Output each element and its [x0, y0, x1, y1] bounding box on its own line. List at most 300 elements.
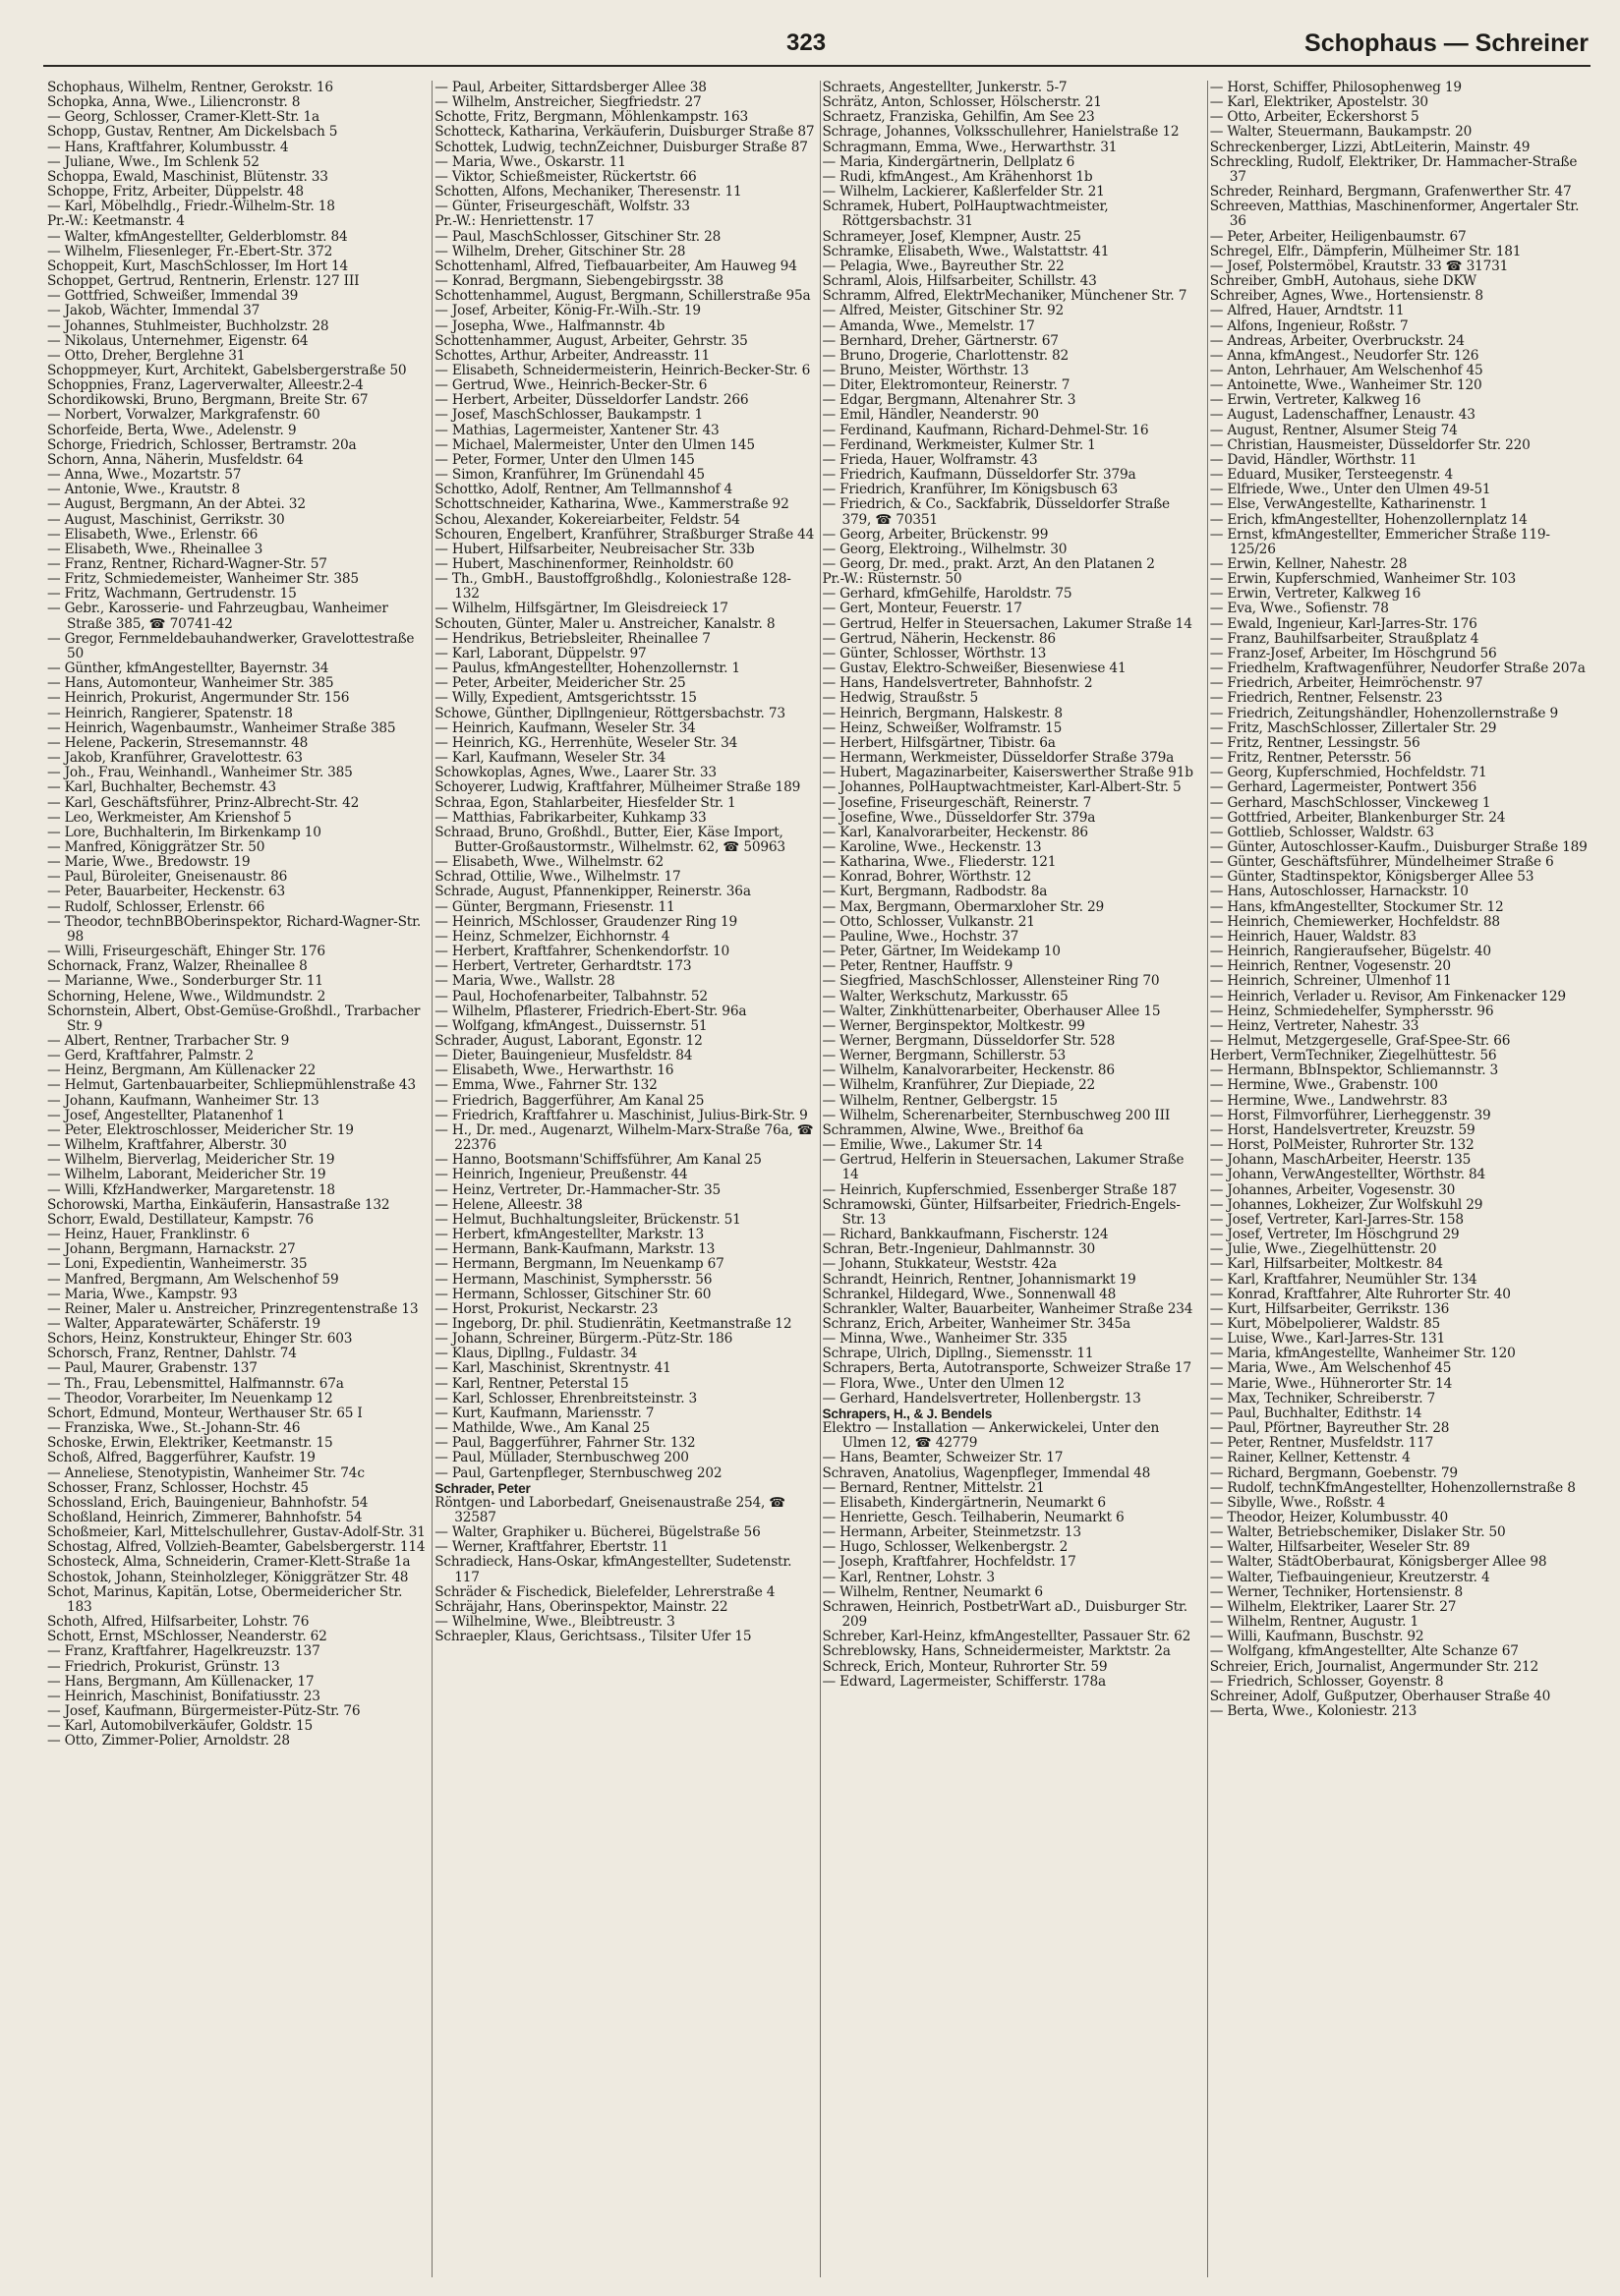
directory-entry: — Otto, Dreher, Berglehne 31	[47, 347, 246, 364]
directory-entry: — Eva, Wwe., Sofienstr. 78	[1209, 601, 1389, 617]
directory-entry: — Hedwig, Straußstr. 5	[822, 690, 979, 707]
directory-entry: — Edgar, Bergmann, Altenahrer Str. 3	[822, 392, 1076, 409]
directory-entry: — Paulus, kfmAngestellter, Hohenzollernstr. 1	[434, 660, 740, 677]
directory-entry: — Franz, Bauhilfsarbeiter, Straußplatz 4	[1209, 630, 1479, 647]
directory-entry: — Heinrich, Hauer, Waldstr. 83	[1209, 928, 1417, 945]
directory-entry: Schoppmeyer, Kurt, Architekt, Gabelsbergerstraße 50	[47, 362, 407, 378]
directory-entry: — Paul, Arbeiter, Sittardsberger Allee 38	[434, 81, 707, 95]
directory-entry: Schotteck, Katharina, Verkäuferin, Duisburger Straße 87	[434, 124, 815, 141]
directory-entry: — Helmut, Gartenbauarbeiter, Schliepmühlenstraße 43	[47, 1077, 416, 1094]
directory-entry: — Luise, Wwe., Karl-Jarres-Str. 131	[1209, 1331, 1445, 1348]
directory-entry: — Walter, Zinkhüttenarbeiter, Oberhauser Allee 15	[822, 1003, 1161, 1019]
directory-entry: — Bernhard, Dreher, Gärtnerstr. 67	[822, 332, 1059, 349]
directory-entry: — Franziska, Wwe., St.-Johann-Str. 46	[47, 1420, 301, 1437]
directory-entry: — Heinrich, Kaufmann, Weseler Str. 34	[434, 719, 696, 736]
directory-entry: Schreeven, Matthias, Maschinenformer, Angertaler Str. 36	[1209, 199, 1580, 230]
directory-entry: — Willi, KfzHandwerker, Margaretenstr. 18	[47, 1181, 335, 1198]
directory-entry: — Emilie, Wwe., Lakumer Str. 14	[822, 1137, 1043, 1154]
directory-entry: — Johannes, PolHauptwachtmeister, Karl-Albert-Str. 5	[822, 779, 1182, 796]
directory-entry: — Heinrich, MSchlosser, Graudenzer Ring 19	[434, 913, 737, 930]
directory-entry: — Paul, Hochofenarbeiter, Talbahnstr. 52	[434, 988, 708, 1004]
directory-entry: Schosser, Franz, Schlosser, Hochstr. 45	[47, 1479, 309, 1496]
directory-entry: — Heinrich, KG., Herrenhüte, Weseler Str. 34	[434, 734, 738, 751]
directory-entry: — Willi, Friseurgeschäft, Ehinger Str. 176	[47, 944, 325, 960]
directory-entry: — Georg, Kupferschmied, Hochfeldstr. 71	[1209, 765, 1487, 781]
directory-entry: — Viktor, Schießmeister, Rückertstr. 66	[434, 168, 697, 185]
directory-entry: — Heinz, Hauer, Franklinstr. 6	[47, 1227, 250, 1243]
directory-entry: — Josef, Angestellter, Platanenhof 1	[47, 1107, 285, 1123]
directory-entry: — Josef, Arbeiter, König-Fr.-Wilh.-Str. 19	[434, 303, 701, 319]
directory-entry: — Heinrich, Chemiewerker, Hochfeldstr. 88	[1209, 913, 1500, 930]
directory-entry: — Karl, Maschinist, Skrentnystr. 41	[434, 1360, 671, 1377]
directory-entry: Schottenhaml, Alfred, Tiefbauarbeiter, Am Hauweg 94	[434, 258, 797, 274]
directory-entry: — Hendrikus, Betriebsleiter, Rheinallee 7	[434, 630, 711, 647]
directory-entry: — Gerd, Kraftfahrer, Palmstr. 2	[47, 1048, 254, 1064]
directory-entry: — Fritz, Schmiedemeister, Wanheimer Str. 385	[47, 571, 359, 588]
directory-entry: — Nikolaus, Unternehmer, Eigenstr. 64	[47, 332, 309, 349]
directory-entry: Schreiber, Agnes, Wwe., Hortensienstr. 8	[1209, 288, 1483, 305]
directory-entry: — Siegfried, MaschSchlosser, Allensteiner Ring 70	[822, 973, 1160, 990]
directory-entry: — Heinrich, Maschinist, Bonifatiusstr. 23	[47, 1688, 320, 1704]
directory-entry: — Horst, PolMeister, Ruhrorter Str. 132	[1209, 1137, 1475, 1154]
directory-entry: Schouren, Engelbert, Kranführer, Straßburger Straße 44	[434, 526, 815, 543]
directory-entry: Schoske, Erwin, Elektriker, Keetmanstr. 15	[47, 1435, 333, 1452]
directory-entry: — Johannes, Stuhlmeister, Buchholzstr. 28	[47, 317, 329, 334]
directory-entry: — Herbert, Kraftfahrer, Schenkendorfstr. 10	[434, 944, 730, 960]
directory-entry: — Karl, Automobilverkäufer, Goldstr. 15	[47, 1718, 313, 1735]
directory-entry: — Karl, Schlosser, Ehrenbreitsteinstr. 3	[434, 1390, 697, 1406]
directory-entry: — Emil, Händler, Neanderstr. 90	[822, 407, 1039, 424]
directory-entry: — Christian, Hausmeister, Düsseldorfer Str. 220	[1209, 436, 1531, 453]
directory-entry: — Werner, Techniker, Hortensienstr. 8	[1209, 1583, 1464, 1600]
directory-entry: Schottek, Ludwig, technZeichner, Duisburger Straße 87	[434, 139, 808, 155]
directory-entry: — Heinrich, Rangieraufseher, Bügelstr. 40	[1209, 944, 1491, 960]
directory-entry: — Friedrich, & Co., Sackfabrik, Düsseldorfer Straße 379, ☎ 70351	[822, 496, 1170, 528]
directory-entry: — Werner, Kraftfahrer, Ebertstr. 11	[434, 1539, 669, 1556]
directory-entry: — Wilhelm, Rentner, Neumarkt 6	[822, 1583, 1043, 1600]
directory-entry: — Hermann, Bergmann, Im Neuenkamp 67	[434, 1256, 724, 1273]
directory-entry: — Walter, Werkschutz, Markusstr. 65	[822, 988, 1069, 1004]
directory-entry: — Max, Bergmann, Obermarxloher Str. 29	[822, 898, 1104, 915]
directory-column-4	[1207, 81, 1594, 2277]
directory-entry: — Johann, Schreiner, Bürgerm.-Pütz-Str. 186	[434, 1331, 733, 1348]
directory-entry: — Hermann, Werkmeister, Düsseldorfer Straße 379a	[822, 750, 1175, 767]
directory-entry: Schran, Betr.-Ingenieur, Dahlmannstr. 30	[822, 1241, 1095, 1258]
directory-entry: Pr.-W.: Henriettenstr. 17	[434, 213, 595, 230]
directory-entry: — Kurt, Kaufmann, Mariensstr. 7	[434, 1405, 655, 1421]
directory-entry: — Klaus, Dipllng., Fuldastr. 34	[434, 1346, 638, 1362]
directory-entry: Schopp, Gustav, Rentner, Am Dickelsbach 5	[47, 124, 338, 141]
directory-entry: Schreckling, Rudolf, Elektriker, Dr. Hammacher-Straße 37	[1209, 153, 1578, 185]
directory-entry: — Ernst, kfmAngestellter, Emmericher Straße 119-125/26	[1209, 526, 1550, 557]
directory-entry: — Minna, Wwe., Wanheimer Str. 335	[822, 1331, 1068, 1348]
directory-entry: Schottenhammel, August, Bergmann, Schillerstraße 95a	[434, 288, 811, 305]
directory-entry: — Erwin, Vertreter, Kalkweg 16	[1209, 392, 1421, 409]
directory-entry: — Gerhard, kfmGehilfe, Haroldstr. 75	[822, 586, 1072, 603]
directory-entry: — Theodor, Heizer, Kolumbusstr. 40	[1209, 1510, 1449, 1525]
directory-entry: — Mathilde, Wwe., Am Kanal 25	[434, 1420, 650, 1437]
directory-entry: Schreder, Reinhard, Bergmann, Grafenwerther Str. 47	[1209, 184, 1572, 201]
directory-entry: Schorning, Helene, Wwe., Wildmundstr. 2	[47, 988, 326, 1004]
directory-entry: — Maria, kfmAngestellte, Wanheimer Str. 120	[1209, 1346, 1516, 1362]
directory-entry: — Albert, Rentner, Trarbacher Str. 9	[47, 1033, 290, 1049]
directory-entry: — Paul, Büroleiter, Gneisenaustr. 86	[47, 869, 288, 886]
directory-entry: — Diter, Elektromonteur, Reinerstr. 7	[822, 377, 1070, 394]
directory-entry: — Hermann, BbInspektor, Schliemannstr. 3	[1209, 1062, 1498, 1079]
directory-entry: Schouten, Günter, Maler u. Anstreicher, Kanalstr. 8	[434, 615, 776, 632]
directory-entry: Schregel, Elfr., Dämpferin, Mülheimer Str. 181	[1209, 243, 1522, 259]
directory-entry: — Karl, Buchhalter, Bechemstr. 43	[47, 779, 276, 796]
directory-entry: — August, Maschinist, Gerrikstr. 30	[47, 511, 285, 528]
directory-entry: — Elisabeth, Kindergärtnerin, Neumarkt 6	[822, 1494, 1106, 1511]
directory-entry: — Gottlieb, Schlosser, Waldstr. 63	[1209, 824, 1434, 840]
directory-entry: — Horst, Handelsvertreter, Kreuzstr. 59	[1209, 1121, 1475, 1138]
directory-entry: Schrader, August, Laborant, Egonstr. 12	[434, 1033, 703, 1049]
directory-entry: — Karl, Laborant, Düppelstr. 97	[434, 645, 647, 661]
directory-entry: — Karl, Rentner, Lohstr. 3	[822, 1569, 995, 1585]
directory-entry: — Heinz, Bergmann, Am Küllenacker 22	[47, 1062, 317, 1079]
directory-entry: — Marie, Wwe., Bredowstr. 19	[47, 854, 251, 871]
directory-entry: — Walter, kfmAngestellter, Gelderblomstr. 84	[47, 228, 348, 245]
directory-entry: — Peter, Elektroschlosser, Meidericher Str. 19	[47, 1121, 354, 1138]
directory-entry: — Norbert, Vorwalzer, Markgrafenstr. 60	[47, 407, 320, 424]
directory-entry: Schramek, Hubert, PolHauptwachtmeister, Röttgersbachstr. 31	[822, 199, 1109, 230]
directory-entry: — Karl, Möbelhdlg., Friedr.-Wilhelm-Str. 18	[47, 199, 335, 215]
directory-entry: — Hermann, Arbeiter, Steinmetzstr. 13	[822, 1524, 1081, 1541]
directory-entry: — Elisabeth, Wwe., Herwarthstr. 16	[434, 1062, 674, 1079]
directory-entry: — Wilhelm, Lackierer, Kaßlerfelder Str. 21	[822, 184, 1105, 201]
directory-entry: — Alfred, Hauer, Arndtstr. 11	[1209, 303, 1405, 319]
directory-entry: — Hans, Beamter, Schweizer Str. 17	[822, 1450, 1064, 1466]
directory-entry: — Joh., Frau, Weinhandl., Wanheimer Str. 385	[47, 765, 353, 781]
directory-entry: — Amanda, Wwe., Memelstr. 17	[822, 317, 1035, 334]
directory-entry: Schottenhammer, August, Arbeiter, Gehrstr. 35	[434, 332, 748, 349]
directory-entry: — Rudolf, Schlosser, Erlenstr. 66	[47, 898, 265, 915]
directory-entry: Schornstein, Albert, Obst-Gemüse-Großhdl., Trarbacher Str. 9	[47, 1003, 421, 1034]
directory-entry: — David, Händler, Wörthstr. 11	[1209, 451, 1418, 468]
directory-entry: — August, Ladenschaffner, Lenaustr. 43	[1209, 407, 1475, 424]
directory-entry: — Heinrich, Prokurist, Angermunder Str. 156	[47, 690, 350, 707]
directory-entry: — Heinz, Schweißer, Wolframstr. 15	[822, 719, 1063, 736]
directory-entry: — Alfons, Ingenieur, Roßstr. 7	[1209, 317, 1409, 334]
directory-entry: — Elfriede, Wwe., Unter den Ulmen 49-51	[1209, 482, 1491, 498]
directory-entry: Schrader, Peter	[434, 1480, 531, 1496]
directory-entry: — Dieter, Bauingenieur, Musfeldstr. 84	[434, 1048, 693, 1064]
directory-entry: — Helmut, Metzgergeselle, Graf-Spee-Str. 66	[1209, 1033, 1511, 1049]
directory-entry: — Hermann, Bank-Kaufmann, Markstr. 13	[434, 1241, 716, 1258]
directory-entry: — Georg, Elektroing., Wilhelmstr. 30	[822, 541, 1068, 557]
directory-entry: — Günter, Schlosser, Wörthstr. 13	[822, 645, 1047, 661]
directory-entry: Schraets, Angestellter, Junkerstr. 5-7	[822, 81, 1068, 95]
directory-entry: — Lore, Buchhalterin, Im Birkenkamp 10	[47, 824, 321, 840]
directory-entry: — August, Bergmann, An der Abtei. 32	[47, 496, 306, 513]
directory-entry: — Heinrich, Verlader u. Revisor, Am Finkenacker 129	[1209, 988, 1566, 1004]
directory-entry: — Paul, Pförtner, Bayreuther Str. 28	[1209, 1420, 1450, 1437]
directory-entry: — Ewald, Ingenieur, Karl-Jarres-Str. 176	[1209, 615, 1477, 632]
directory-entry: — Herbert, Arbeiter, Düsseldorfer Landstr. 266	[434, 392, 749, 409]
directory-entry: — Friedrich, Prokurist, Grünstr. 13	[47, 1658, 280, 1675]
directory-entry: — Richard, Bankkaufmann, Fischerstr. 124	[822, 1227, 1109, 1243]
directory-entry: Schrätz, Anton, Schlosser, Hölscherstr. 21	[822, 94, 1102, 111]
directory-entry: — Reiner, Maler u. Anstreicher, Prinzregentenstraße 13	[47, 1300, 419, 1317]
directory-entry: Schramowski, Günter, Hilfsarbeiter, Friedrich-Engels-Str. 13	[822, 1196, 1181, 1228]
directory-entry: Schreber, Karl-Heinz, kfmAngestellter, Passauer Str. 62	[822, 1629, 1191, 1645]
directory-entry: — Flora, Wwe., Unter den Ulmen 12	[822, 1375, 1065, 1392]
directory-entry: — Heinz, Schmiedehelfer, Symphersstr. 96	[1209, 1003, 1494, 1019]
directory-entry: — Fritz, Rentner, Petersstr. 56	[1209, 750, 1412, 767]
directory-entry: — Heinz, Vertreter, Nahestr. 33	[1209, 1017, 1419, 1034]
directory-entry: — Rainer, Kellner, Kettenstr. 4	[1209, 1450, 1411, 1466]
directory-entry: — Helene, Packerin, Stresemannstr. 48	[47, 734, 309, 751]
directory-entry: — Peter, Rentner, Hauffstr. 9	[822, 958, 1013, 975]
directory-entry: — Hermine, Wwe., Grabenstr. 100	[1209, 1077, 1438, 1094]
directory-entry: — Maria, Wwe., Oskarstr. 11	[434, 153, 626, 170]
directory-entry: — Hans, Autoschlosser, Harnackstr. 10	[1209, 884, 1469, 900]
header-rule	[43, 65, 1591, 67]
directory-entry: — Th., Frau, Lebensmittel, Halfmannstr. 67a	[47, 1375, 344, 1392]
directory-entry: — Else, VerwAngestellte, Katharinenstr. 1	[1209, 496, 1488, 513]
directory-entry: — Gert, Monteur, Feuerstr. 17	[822, 601, 1022, 617]
directory-entry: — August, Rentner, Alsumer Steig 74	[1209, 422, 1458, 438]
directory-entry: — Paul, Müllader, Sternbuschweg 200	[434, 1450, 689, 1466]
directory-entry: — Walter, StädtOberbaurat, Königsberger Allee 98	[1209, 1554, 1547, 1571]
directory-entry: — Gerhard, Handelsvertreter, Hollenbergstr. 13	[822, 1390, 1141, 1406]
directory-entry: — Josefine, Friseurgeschäft, Reinerstr. 7	[822, 794, 1092, 811]
directory-entry: Schorge, Friedrich, Schlosser, Bertramstr. 20a	[47, 436, 357, 453]
directory-entry: — Walter, Graphiker u. Bücherei, Bügelstraße 56	[434, 1524, 761, 1541]
directory-entry: — Henriette, Gesch. Teilhaberin, Neumarkt 6	[822, 1510, 1125, 1525]
directory-entry: — Josefine, Wwe., Düsseldorfer Str. 379a	[822, 809, 1096, 826]
directory-entry: — Josepha, Wwe., Halfmannstr. 4b	[434, 317, 665, 334]
directory-entry: Schorowski, Martha, Einkäuferin, Hansastraße 132	[47, 1196, 390, 1213]
directory-entry: — Th., GmbH., Baustoffgroßhdlg., Koloniestraße 128-132	[434, 571, 791, 603]
directory-entry: Schraven, Anatolius, Wagenpfleger, Immendal 48	[822, 1464, 1151, 1481]
directory-entry: Schrankler, Walter, Bauarbeiter, Wanheimer Straße 234	[822, 1300, 1193, 1317]
directory-entry: — Fritz, Rentner, Lessingstr. 56	[1209, 734, 1420, 751]
directory-entry: — Anna, Wwe., Mozartstr. 57	[47, 467, 242, 484]
directory-entry: Schot, Marinus, Kapitän, Lotse, Obermeidericher Str. 183	[47, 1583, 403, 1615]
directory-entry: — Marianne, Wwe., Sonderburger Str. 11	[47, 973, 323, 990]
directory-entry: — Konrad, Bohrer, Wörthstr. 12	[822, 869, 1032, 886]
directory-entry: — Marie, Wwe., Hühnerorter Str. 14	[1209, 1375, 1453, 1392]
directory-entry: — Juliane, Wwe., Im Schlenk 52	[47, 153, 260, 170]
directory-entry: Schophaus, Wilhelm, Rentner, Gerokstr. 16	[47, 81, 333, 95]
directory-entry: Schoth, Alfred, Hilfsarbeiter, Lohstr. 76	[47, 1614, 310, 1631]
directory-entry: — Johann, MaschArbeiter, Heerstr. 135	[1209, 1152, 1472, 1169]
directory-entry: — Otto, Arbeiter, Eckershorst 5	[1209, 109, 1419, 126]
directory-entry: — Hermine, Wwe., Landwehrstr. 83	[1209, 1092, 1448, 1109]
directory-entry: Schoyerer, Ludwig, Kraftfahrer, Mülheimer Straße 189	[434, 779, 801, 796]
directory-entry: — Friedrich, Kranführer, Im Königsbusch 63	[822, 482, 1119, 498]
directory-entry: — Johann, VerwAngestellter, Wörthstr. 84	[1209, 1167, 1486, 1183]
directory-entry: Schrawen, Heinrich, PostbetrWart aD., Duisburger Str. 209	[822, 1598, 1187, 1631]
directory-entry: Schramm, Alfred, ElektrMechaniker, Münchener Str. 7	[822, 288, 1187, 305]
directory-entry: Schostag, Alfred, Vollzieh-Beamter, Gabelsbergerstr. 114	[47, 1539, 426, 1556]
directory-entry: — Wilhelm, Fliesenleger, Fr.-Ebert-Str. 372	[47, 243, 333, 259]
directory-entry: — Manfred, Bergmann, Am Welschenhof 59	[47, 1271, 339, 1288]
directory-entry: — Eduard, Musiker, Tersteegenstr. 4	[1209, 467, 1453, 484]
directory-entry: — Wolfgang, kfmAngestellter, Alte Schanze 67	[1209, 1643, 1519, 1660]
directory-entry: Schraetz, Franziska, Gehilfin, Am See 23	[822, 109, 1095, 126]
directory-entry: — Pauline, Wwe., Hochstr. 37	[822, 928, 1019, 945]
directory-entry: — Günter, Geschäftsführer, Mündelheimer Straße 6	[1209, 854, 1554, 871]
directory-entry: — Wilhelm, Kranführer, Zur Diepiade, 22	[822, 1077, 1096, 1094]
directory-entry: — Hans, Bergmann, Am Küllenacker, 17	[47, 1673, 315, 1690]
directory-entry: — Ferdinand, Kaufmann, Richard-Dehmel-Str. 16	[822, 422, 1149, 438]
directory-entry: Schrape, Ulrich, Dipllng., Siemensstr. 11	[822, 1346, 1094, 1362]
directory-entry: — Antonie, Wwe., Krautstr. 8	[47, 482, 241, 498]
directory-entry: — Helmut, Buchhaltungsleiter, Brückenstr. 51	[434, 1211, 741, 1228]
directory-entry: — Konrad, Kraftfahrer, Alte Ruhrorter Str. 40	[1209, 1286, 1511, 1302]
directory-entry: — Heinz, Vertreter, Dr.-Hammacher-Str. 35	[434, 1181, 721, 1198]
directory-entry: Schottko, Adolf, Rentner, Am Tellmannshof 4	[434, 482, 733, 498]
directory-entry: — Karl, Rentner, Peterstal 15	[434, 1375, 629, 1392]
directory-entry: Schradieck, Hans-Oskar, kfmAngestellter, Sudetenstr. 117	[434, 1554, 792, 1585]
directory-entry: — Fritz, MaschSchlosser, Zillertaler Str. 29	[1209, 719, 1497, 736]
directory-entry: — Wilhelmine, Wwe., Bleibtreustr. 3	[434, 1614, 675, 1631]
directory-entry: — Katharina, Wwe., Fliederstr. 121	[822, 854, 1057, 871]
directory-entry: Schoßmeier, Karl, Mittelschullehrer, Gustav-Adolf-Str. 31	[47, 1524, 426, 1541]
directory-entry: — Werner, Berginspektor, Moltkestr. 99	[822, 1017, 1085, 1034]
directory-entry: — Friedrich, Arbeiter, Heimröchenstr. 97	[1209, 675, 1483, 692]
directory-entry: — Wilhelm, Dreher, Gitschiner Str. 28	[434, 243, 686, 259]
directory-entry: — Maria, Wwe., Am Welschenhof 45	[1209, 1360, 1452, 1377]
directory-entry: — Josef, Kaufmann, Bürgermeister-Pütz-Str. 76	[47, 1703, 361, 1720]
directory-entry: — Pelagia, Wwe., Bayreuther Str. 22	[822, 258, 1065, 274]
directory-entry: — Michael, Malermeister, Unter den Ulmen 145	[434, 436, 755, 453]
directory-entry: — Karl, Kraftfahrer, Neumühler Str. 134	[1209, 1271, 1477, 1288]
directory-entry: — Elisabeth, Wwe., Wilhelmstr. 62	[434, 854, 664, 871]
directory-entry: — Max, Techniker, Schreiberstr. 7	[1209, 1390, 1436, 1406]
directory-entry: — Heinrich, Kupferschmied, Essenberger Straße 187	[822, 1181, 1178, 1198]
directory-entry: — Gertrud, Näherin, Heckenstr. 86	[822, 630, 1056, 647]
directory-entry: — Peter, Gärtner, Im Weidekamp 10	[822, 944, 1061, 960]
running-head: Schophaus — Schreiner	[1304, 29, 1589, 57]
directory-entry: — Frieda, Hauer, Wolframstr. 43	[822, 451, 1038, 468]
directory-entry: — Heinrich, Rangierer, Spatenstr. 18	[47, 705, 293, 721]
directory-entry: — Günther, kfmAngestellter, Bayernstr. 34	[47, 660, 329, 677]
directory-entry: — Hubert, Maschinenformer, Reinholdstr. 60	[434, 556, 734, 572]
directory-entry: Schrammen, Alwine, Wwe., Breithof 6a	[822, 1121, 1084, 1138]
directory-entry: — Maria, Wwe., Wallstr. 28	[434, 973, 615, 990]
directory-entry: — Simon, Kranführer, Im Grünendahl 45	[434, 467, 705, 484]
directory-entry: — Emma, Wwe., Fahrner Str. 132	[434, 1077, 658, 1094]
directory-entry: — Paul, Buchhalter, Edithstr. 14	[1209, 1405, 1422, 1421]
directory-column-2	[432, 81, 819, 2277]
directory-entry: — Joseph, Kraftfahrer, Hochfeldstr. 17	[822, 1554, 1076, 1571]
directory-entry: — Maria, Wwe., Kampstr. 93	[47, 1286, 238, 1302]
directory-entry: Schreblowsky, Hans, Schneidermeister, Marktstr. 2a	[822, 1643, 1171, 1660]
directory-columns	[45, 81, 1594, 2277]
directory-entry: Herbert, VermTechniker, Ziegelhüttestr. 56	[1209, 1048, 1497, 1064]
directory-entry: — Bernard, Rentner, Mittelstr. 21	[822, 1479, 1045, 1496]
directory-entry: Schosteck, Alma, Schneiderin, Cramer-Klett-Straße 1a	[47, 1554, 411, 1571]
directory-entry: Schort, Edmund, Monteur, Werthauser Str. 65 I	[47, 1405, 363, 1421]
directory-entry: Schragmann, Emma, Wwe., Herwarthstr. 31	[822, 139, 1118, 155]
directory-entry: — Elisabeth, Schneidermeisterin, Heinrich-Becker-Str. 6	[434, 362, 811, 378]
directory-entry: — Johann, Kaufmann, Wanheimer Str. 13	[47, 1092, 319, 1109]
directory-entry: — Günter, Bergmann, Friesenstr. 11	[434, 898, 675, 915]
directory-entry: Schraml, Alois, Hilfsarbeiter, Schillstr. 43	[822, 273, 1097, 290]
directory-entry: Schorfeide, Berta, Wwe., Adelenstr. 9	[47, 422, 297, 438]
directory-entry: Schoppe, Fritz, Arbeiter, Düppelstr. 48	[47, 184, 304, 201]
directory-entry: — Erwin, Kupferschmied, Wanheimer Str. 103	[1209, 571, 1517, 588]
directory-entry: — Gertrud, Helferin in Steuersachen, Lakumer Straße 14	[822, 1152, 1185, 1183]
directory-entry: — Wilhelm, Elektriker, Laarer Str. 27	[1209, 1598, 1457, 1615]
directory-entry: — Anna, kfmAngest., Neudorfer Str. 126	[1209, 347, 1479, 364]
directory-entry: Schreckenberger, Lizzi, AbtLeiterin, Mainstr. 49	[1209, 139, 1531, 155]
directory-entry: — Franz, Rentner, Richard-Wagner-Str. 57	[47, 556, 327, 572]
directory-entry: — Wolfgang, kfmAngest., Duissernstr. 51	[434, 1017, 708, 1034]
directory-entry: Schrameyer, Josef, Klempner, Austr. 25	[822, 228, 1081, 245]
directory-entry: Pr.-W.: Rüsternstr. 50	[822, 571, 962, 588]
directory-entry: — Anton, Lehrhauer, Am Welschenhof 45	[1209, 362, 1483, 378]
directory-entry: — Friedrich, Kaufmann, Düsseldorfer Str. 379a	[822, 467, 1136, 484]
directory-entry: — Josef, Vertreter, Karl-Jarres-Str. 158	[1209, 1211, 1464, 1228]
directory-entry: — Hans, Automonteur, Wanheimer Str. 385	[47, 675, 334, 692]
directory-entry: Schornack, Franz, Walzer, Rheinallee 8	[47, 958, 308, 975]
directory-entry: Schostok, Johann, Steinholzleger, Königgrätzer Str. 48	[47, 1569, 409, 1585]
directory-entry: — Rudolf, technKfmAngestellter, Hohenzollernstraße 8	[1209, 1479, 1576, 1496]
directory-entry: — Gebr., Karosserie- und Fahrzeugbau, Wanheimer Straße 385, ☎ 70741-42	[47, 601, 388, 632]
directory-entry: — Paul, Baggerführer, Fahrner Str. 132	[434, 1435, 696, 1452]
directory-entry: Schoppa, Ewald, Maschinist, Blütenstr. 33	[47, 168, 328, 185]
directory-entry: — Georg, Arbeiter, Brückenstr. 99	[822, 526, 1049, 543]
directory-entry: — Alfred, Meister, Gitschiner Str. 92	[822, 303, 1064, 319]
directory-entry: — Peter, Bauarbeiter, Heckenstr. 63	[47, 884, 285, 900]
directory-entry: — Otto, Schlosser, Vulkanstr. 21	[822, 913, 1035, 930]
directory-entry: Schorn, Anna, Näherin, Musfeldstr. 64	[47, 451, 304, 468]
directory-entry: — Kurt, Möbelpolierer, Waldstr. 85	[1209, 1315, 1441, 1332]
page-number: 323	[786, 29, 827, 56]
directory-entry: — Johann, Stukkateur, Weststr. 42a	[822, 1256, 1057, 1273]
directory-entry: — Kurt, Bergmann, Radbodstr. 8a	[822, 884, 1048, 900]
directory-entry: Schoppeit, Kurt, MaschSchlosser, Im Hort 14	[47, 258, 348, 274]
directory-entry: Schorsch, Franz, Rentner, Dahlstr. 74	[47, 1346, 297, 1362]
directory-entry: — Erwin, Vertreter, Kalkweg 16	[1209, 586, 1421, 603]
directory-entry: — Wilhelm, Rentner, Gelbergstr. 15	[822, 1092, 1058, 1109]
directory-entry: — Julie, Wwe., Ziegelhüttenstr. 20	[1209, 1241, 1437, 1258]
directory-entry: — Hubert, Hilfsarbeiter, Neubreisacher Str. 33b	[434, 541, 755, 557]
directory-entry: — Karl, Hilfsarbeiter, Moltkestr. 84	[1209, 1256, 1443, 1273]
directory-entry: — Wilhelm, Rentner, Augustr. 1	[1209, 1614, 1418, 1631]
directory-entry: — Otto, Zimmer-Polier, Arnoldstr. 28	[47, 1733, 290, 1750]
directory-entry: Schramke, Elisabeth, Wwe., Walstattstr. 41	[822, 243, 1110, 259]
directory-entry: — Gerhard, Lagermeister, Pontwert 356	[1209, 779, 1476, 796]
directory-entry: — Bruno, Meister, Wörthstr. 13	[822, 362, 1029, 378]
directory-entry: — Paul, Gartenpfleger, Sternbuschweg 202	[434, 1464, 723, 1481]
directory-entry: Schossland, Erich, Bauingenieur, Bahnhofstr. 54	[47, 1494, 369, 1511]
directory-entry: — Richard, Bergmann, Goebenstr. 79	[1209, 1464, 1458, 1481]
directory-entry: — Werner, Bergmann, Schillerstr. 53	[822, 1048, 1067, 1064]
directory-entry: — Wilhelm, Hilfsgärtner, Im Gleisdreieck 17	[434, 601, 728, 617]
directory-entry: — Karl, Geschäftsführer, Prinz-Albrecht-Str. 42	[47, 794, 360, 811]
directory-entry: — Kurt, Hilfsarbeiter, Gerrikstr. 136	[1209, 1300, 1450, 1317]
directory-entry: Schou, Alexander, Kokereiarbeiter, Feldstr. 54	[434, 511, 740, 528]
directory-entry: Schrapers, H., & J. Bendels	[822, 1406, 993, 1421]
directory-entry: — Theodor, Vorarbeiter, Im Neuenkamp 12	[47, 1390, 333, 1406]
directory-entry: — Walter, Betriebschemiker, Dislaker Str. 50	[1209, 1524, 1506, 1541]
directory-entry: — Gregor, Fernmeldebauhandwerker, Gravelottestraße 50	[47, 630, 415, 661]
directory-entry: — H., Dr. med., Augenarzt, Wilhelm-Marx-Straße 76a, ☎ 22376	[434, 1121, 814, 1154]
directory-entry: — Maria, Kindergärtnerin, Dellplatz 6	[822, 153, 1075, 170]
directory-entry: — Hugo, Schlosser, Welkenbergstr. 2	[822, 1539, 1069, 1556]
directory-entry: — Heinrich, Schreiner, Ulmenhof 11	[1209, 973, 1452, 990]
directory-entry: — Gerhard, MaschSchlosser, Vinckeweg 1	[1209, 794, 1491, 811]
directory-entry: — Günter, Autoschlosser-Kaufm., Duisburger Straße 189	[1209, 838, 1588, 855]
directory-entry: — Antoinette, Wwe., Wanheimer Str. 120	[1209, 377, 1482, 394]
directory-column-1	[45, 81, 432, 2277]
